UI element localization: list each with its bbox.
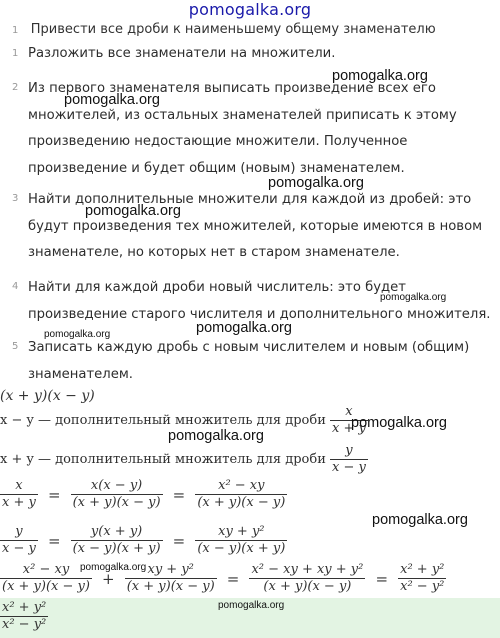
- eq2-frac-b: $\frac{y(x + y)}{(x - y)(x + y)}$: [72, 524, 161, 556]
- site-header: pomogalka.org: [188, 0, 312, 19]
- step-text: Найти для каждой дроби новый числитель: это будет произведение старого числителя и дополнительного множителя.: [28, 280, 491, 322]
- factor-2-fraction: $\frac{y}{x - y}$: [332, 443, 366, 475]
- step-1: [12, 42, 500, 65]
- eq2-frac-a: $\frac{y}{x - y}$: [2, 524, 36, 556]
- watermark: pomogalka.org: [268, 175, 364, 191]
- step-cut-off: [12, 22, 492, 40]
- watermark: pomogalka.org: [80, 562, 147, 573]
- eq2-frac-c: $\frac{\text{xy + y²}}{(x - y)(x + y)}$: [197, 524, 286, 556]
- watermark: pomogalka.org: [332, 68, 428, 84]
- eq1-frac-b: $\frac{x(x - y)}{(x + y)(x - y)}$: [72, 478, 161, 510]
- watermark: pomogalka.org: [372, 512, 468, 528]
- step-3: [12, 187, 500, 267]
- step-text: Записать каждую дробь с новым числителем и новым (общим) знаменателем.: [28, 340, 470, 382]
- watermark: pomogalka.org: [44, 329, 111, 340]
- step-text: Разложить все знаменатели на множители.: [28, 46, 336, 61]
- step-number: 2: [12, 82, 19, 93]
- eq3-frac-a: $\frac{\text{x² − xy}}{(x + y)(x - y)}$: [2, 562, 90, 594]
- step-text: Найти дополнительные множители для каждой из дробей: это будут произведения тех множителей, которые имеются в новом знаменателе, но которых нет в старом знаменателе.: [28, 192, 483, 260]
- factor-1-text: x − y — дополнительный множитель для дроби: [0, 413, 326, 428]
- eq3-frac-b: $\frac{\text{xy + y²}}{(x + y)(x - y)}$: [126, 562, 215, 594]
- watermark: pomogalka.org: [85, 203, 181, 219]
- eq3-frac-d: $\frac{\text{x² + y²}}{\text{x² − y²}}$: [400, 562, 445, 594]
- result-fraction: $\frac{\text{x² + y²}}{\text{x² − y²}}$: [2, 600, 47, 632]
- step-number: 3: [12, 193, 19, 204]
- watermark: pomogalka.org: [380, 292, 447, 303]
- equation-1: $\frac{x}{x + y}$ = $\frac{x(x - y)}{(x + y)(x - y)}$ = $\frac{\text{x² − xy}}{(x + y)(x - y)}$: [2, 478, 286, 510]
- factor-2-line: [0, 443, 368, 476]
- watermark: pomogalka.org: [168, 428, 264, 444]
- eq3-frac-c: $\frac{\text{x² − xy + xy + y²}}{(x + y)(x - y)}$: [251, 562, 364, 594]
- eq1-frac-a: $\frac{x}{x + y}$: [2, 478, 36, 510]
- factor-1-fraction: $\frac{x}{x + y}$: [332, 404, 366, 436]
- final-result: [0, 600, 48, 633]
- step-number: 4: [12, 281, 19, 292]
- step-number: 5: [12, 341, 19, 352]
- watermark: pomogalka.org: [351, 415, 447, 431]
- equation-2: $\frac{y}{x - y}$ = $\frac{y(x + y)}{(x - y)(x + y)}$ = $\frac{\text{xy + y²}}{(x - y)(x + y)}$: [2, 524, 286, 556]
- watermark: pomogalka.org: [218, 600, 285, 611]
- step-number: 1: [12, 48, 19, 59]
- watermark: pomogalka.org: [196, 320, 292, 336]
- watermark: pomogalka.org: [64, 92, 160, 108]
- eq1-frac-c: $\frac{\text{x² − xy}}{(x + y)(x - y)}$: [197, 478, 286, 510]
- factor-2-text: x + y — дополнительный множитель для дроби: [0, 452, 326, 467]
- step-text: Из первого знаменателя выписать произведение всех его множителей, из остальных знаменателей приписать к этому произведению недостающие множители. Полученное произведение и будет общим (новым) знаменателем.: [28, 81, 457, 176]
- step-5: [12, 335, 500, 388]
- common-denominator: (x + y)(x − y): [0, 388, 95, 404]
- equation-3: $\frac{\text{x² − xy}}{(x + y)(x - y)}$ + $\frac{\text{xy + y²}}{(x + y)(x - y)}$ = $\frac{\text{x² − xy + xy + y²}}{(x + y)(x - y)}$ = $\frac{\text{x² + y²}}{\text{x² − y²}}$: [2, 562, 445, 594]
- step-cut-text: $^1$ Привести все дроби к наименьшему общему знаменателю: [12, 22, 436, 37]
